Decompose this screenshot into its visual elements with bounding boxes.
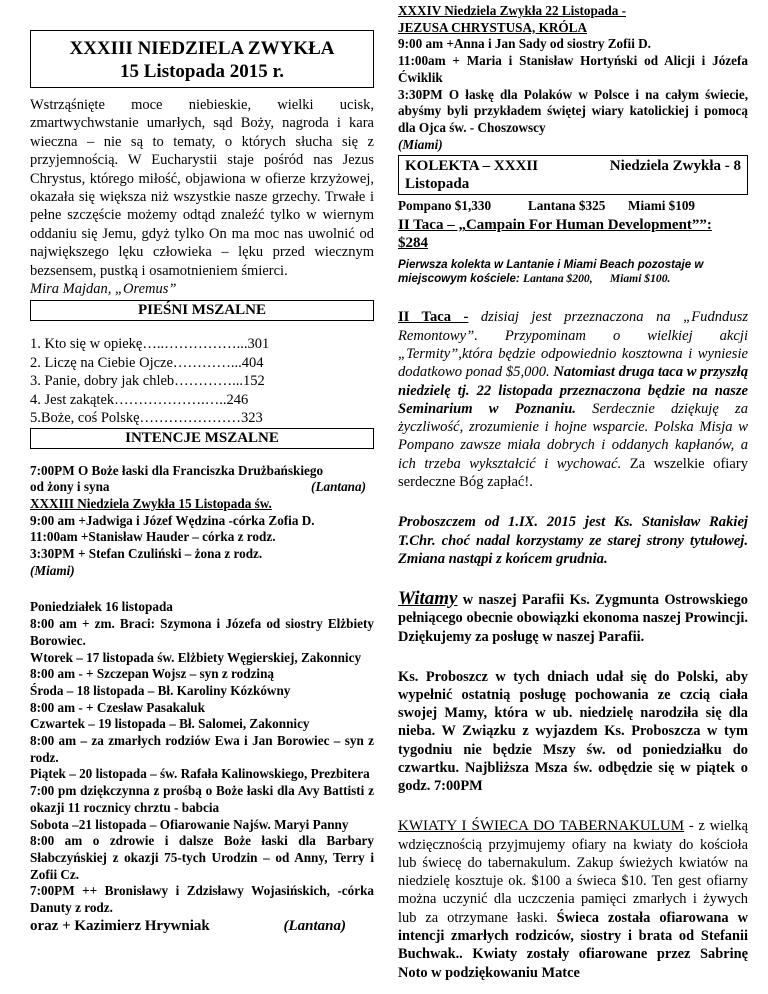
place-label: (Miami) — [30, 562, 75, 578]
intention-line: oraz + Kazimierz Hrywniak (Lantana) — [30, 917, 346, 934]
next-sunday-header: XXXIV Niedziela Zwykła 22 Listopada - — [398, 3, 626, 18]
place-label: (Lantana) — [311, 479, 366, 495]
intention-line: 3:30PM + Stefan Czuliński – żona z rodz. — [30, 546, 263, 562]
place-label: (Lantana) — [283, 917, 346, 934]
amount-lantana: Lantana $325 — [528, 198, 606, 214]
week-day: Wtorek – 17 listopada św. Elżbiety Węgierskiej, Zakonnicy — [30, 649, 362, 665]
pastor-notice: Proboszczem od 1.IX. 2015 jest Ks. Stanisław Rakiej T.Chr. choć nadal korzystamy ze starej strony tytułowej. Zmiana nastąpi z końcem grudnia. — [398, 514, 748, 567]
intentions-sunday — [30, 463, 374, 580]
pastor-travel-notice: Ks. Proboszcz w tych dniach udał się do Polski, aby wypełnić ostatnią posługę pochowania ze czcią ciała swojej Mamy, która w ub. niedzielę narodziła się dla nieba. W Związku z wyjazdem Ks. Proboszcza w tym tygodniu nie będzie Mszy św. od poniedziałku do czwartku. Najbliższa Msza św. odbędzie się w piątek o godz. 7:00PM — [398, 668, 748, 795]
intention-line: 7:00PM O Boże łaski dla Franciszka Drużbańskiego — [30, 462, 324, 478]
song-item: 3. Panie, dobry jak chleb…………...152 — [30, 373, 265, 390]
intro-reflection — [30, 96, 374, 298]
songs-list — [30, 335, 374, 427]
intention-line: 9:00 am +Jadwiga i Józef Wędzina -córka Zofia D. — [30, 512, 315, 528]
first-collection-note: Pierwsza kolekta w Lantanie i Miami Beach pozostaje w miejscowym kościele: Lantana $200, Miami $100. — [398, 258, 704, 286]
flowers-heading: KWIATY I ŚWIECA DO TABERNAKULUM — [398, 818, 685, 835]
second-collection: II Taca – „Campain For Human Development””: $284 — [398, 217, 712, 252]
next-sunday-intentions — [398, 3, 748, 153]
intention-line: 9:00 am +Anna i Jan Sady od siostry Zofii D. — [398, 36, 651, 52]
intention-line: od żony i syna (Lantana) — [30, 479, 366, 495]
welcome-notice: Witamy w naszej Parafii Ks. Zygmunta Ostrowskiego pełniącego obecnie obowiązki ekonoma naszej Prowincji. Dziękujemy za posługę w naszej Parafii. — [398, 588, 748, 645]
week-day: Sobota –21 listopada – Ofiarowanie Najśw. Maryi Panny — [30, 816, 349, 832]
intention-line: 8:00 am + zm. Braci: Szymona i Józefa od siostry Elżbiety Borowiec. — [30, 616, 374, 648]
week-day: Poniedziałek 16 listopada — [30, 599, 173, 615]
collection-date: Listopada — [405, 176, 470, 193]
song-item: 4. Jest zakątek……………….…..246 — [30, 391, 249, 408]
page-title: XXXIII NIEDZIELA ZWYKŁA — [69, 38, 335, 59]
right-column — [398, 0, 748, 982]
sunday-title-box — [30, 30, 374, 88]
intention-line: 8:00 am - + Czesław Pasakaluk — [30, 699, 205, 715]
intention-line: 11:00am +Stanisław Hauder – córka z rodz. — [30, 529, 276, 545]
second-collection-notice: II Taca - dzisiaj jest przeznaczona na „Fudndusz Remontowy”. Przypominam o wielkiej akcji „Termity”,która będzie odpowiednio kosztowna i wyniesie dodatkowo ponad $5,000. Natomiast druga taca w przyszłą niedzielę tj. 22 listopada przeznaczona będzie na nasze Seminarium w Poznaniu. Serdecznie dziękuję za życzliwość, zrozumienie i hojne wsparcie. Polska Misja w Pompano zawsze miała dobrych i oddanych kapłanów, a ich trzeba wykształcić i wychować. Za wszelkie ofiary serdeczne Bóg zapłać!. — [398, 309, 749, 490]
intro-author: Mira Majdan, „Oremus” — [30, 281, 177, 298]
intention-line: 8:00 am o zdrowie i dalsze Boże łaski dla Barbary Słabczyńskiej z okazji 75-tych Urodzin – od Anny, Terry i Zofii Cz. — [30, 833, 374, 882]
intention-line: 8:00 am - + Szczepan Wojsz – syn z rodziną — [30, 666, 275, 682]
collection-title: KOLEKTA – XXXII — [405, 158, 539, 175]
intentions-week — [30, 599, 374, 935]
amount-pompano: Pompano $1,330 — [398, 198, 492, 214]
amount-miami: Miami $109 — [628, 198, 696, 214]
welcome-word: Witamy — [398, 588, 458, 610]
next-sunday-feast: JEZUSA CHRYSTUSA, KRÓLA — [398, 19, 587, 35]
week-day: Środa – 18 listopada – Bł. Karoliny Kózkówny — [30, 682, 291, 698]
intentions-heading: INTENCJE MSZALNE — [30, 428, 374, 449]
intention-line: 3:30PM O łaskę dla Polaków w Polsce i na całym świecie, abyśmy byli przykładem świętej wiary katolickiej i pomocą dla Ojca św. - Choszowscy — [398, 86, 748, 135]
intention-line: 7:00PM ++ Bronisławy i Zdzisławy Wojasińskich, -córka Danuty z rodz. — [30, 883, 374, 916]
week-day: Czwartek – 19 listopada – Bł. Salomei, Zakonnicy — [30, 716, 310, 732]
intention-line: 11:00am + Maria i Stanisław Hortyński od Alicji i Józefa Ćwiklik — [398, 53, 748, 85]
collection-box — [398, 155, 748, 195]
week-day: Piątek – 20 listopada – św. Rafała Kalinowskiego, Prezbitera — [30, 766, 370, 782]
song-item: 2. Liczę na Ciebie Ojcze…………...404 — [30, 354, 264, 371]
intro-text: Wstrząśnięte moce niebieskie, wielki ucisk, zmartwychwstanie umarłych, sąd Boży, nagroda i kara wieczna – nie są to tematy, o których słucha się z przyjemnością. W Eucharystii staje pośród nas Jezus Chrystus, którego miłość, objawiona w ofierze krzyżowej, okazała się większa niż wszystkie nasze grzechy. Trwałe i pełne szczęście możemy odtąd znaleźć tylko w wiernym oddaniu się Jemu, gdyż tylko On ma moc nas uwolnić od największego lęku człowieka – lęku przed wiecznym bezsensem, pustką i osamotnieniem śmierci. — [30, 97, 374, 279]
flowers-notice: KWIATY I ŚWIECA DO TABERNAKULUM - z wielką wdzięcznością przyjmujemy ofiary na kwiaty do kościoła lub świecę do tabernakulum. Zakup świeżych kwiatów na niedzielę kosztuje ok. $100 a świeca $10. Ten gest ofiarny można uczynić dla uczczenia pamięci zmarłych i żywych lub za otrzymane łaski. Świeca została ofiarowana w intencji zmarłych rodziców, siostry i brata od Stefanii Buchwak.. Kwiaty zostały ofiarowane przez Sabrinę Noto w podziękowaniu Matce — [398, 818, 748, 981]
page-date: 15 Listopada 2015 r. — [120, 61, 284, 82]
song-item: 1. Kto się w opiekę…..……………...301 — [30, 336, 270, 353]
left-column — [30, 0, 374, 936]
collection-amounts — [398, 197, 748, 214]
intention-line: 8:00 am – za zmarłych rodziów Ewa i Jan Borowiec – syn z rodz. — [30, 733, 374, 765]
song-item: 5.Boże, coś Polskę…………………323 — [30, 410, 263, 427]
collection-sunday: Niedziela Zwykła - 8 — [609, 158, 741, 175]
songs-heading: PIEŚNI MSZALNE — [30, 300, 374, 321]
place-label: (Miami) — [398, 136, 443, 152]
intention-line: 7:00 pm dziękczynna z prośbą o Boże łaski dla Avy Battisti z okazji 11 rocznicy chrztu - babcia — [30, 783, 374, 815]
sunday-header: XXXIII Niedziela Zwykła 15 Listopada św. — [30, 495, 272, 511]
